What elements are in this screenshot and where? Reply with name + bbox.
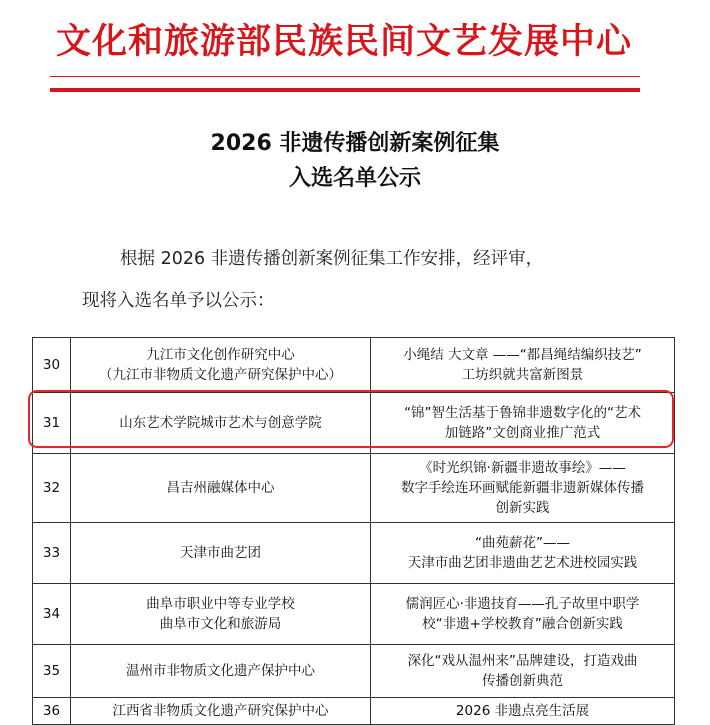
row-number: 33 xyxy=(33,523,71,584)
case-line: 小绳结 大文章 ——“都昌绳结编织技艺” xyxy=(403,347,642,363)
table-row xyxy=(33,523,675,584)
case-cell xyxy=(371,338,675,393)
organization-cell xyxy=(71,393,371,454)
case-cell xyxy=(371,698,675,725)
row-number: 30 xyxy=(33,338,71,393)
case-line: “曲苑薪花”—— xyxy=(475,535,570,551)
case-cell xyxy=(371,393,675,454)
case-cell xyxy=(371,584,675,645)
case-line: 《时光织锦·新疆非遗故事绘》—— xyxy=(419,460,626,476)
case-line: 工坊织就共富新图景 xyxy=(461,367,584,383)
row-number: 35 xyxy=(33,645,71,698)
organization-cell xyxy=(71,698,371,725)
case-line: “锦”智生活基于鲁锦非遗数字化的“艺术 xyxy=(404,405,641,421)
organization-cell xyxy=(71,338,371,393)
row-number: 32 xyxy=(33,454,71,523)
organization-line: 天津市曲艺团 xyxy=(180,545,261,561)
case-line: 加链路”文创商业推广范式 xyxy=(444,425,601,441)
document-title-line1: 2026 非遗传播创新案例征集 xyxy=(210,131,500,156)
case-cell xyxy=(371,523,675,584)
intro-line1: 根据 2026 非遗传播创新案例征集工作安排，经评审， xyxy=(120,249,544,269)
case-line: 儒润匠心·非遗技育——孔子故里中职学 xyxy=(405,596,640,612)
case-line: 数字手绘连环画赋能新疆非遗新媒体传播 xyxy=(401,480,644,496)
intro-paragraph xyxy=(82,238,682,322)
document-title-line2: 入选名单公示 xyxy=(288,166,421,191)
organization-line: 九江市文化创作研究中心 xyxy=(146,347,295,363)
row-number: 31 xyxy=(33,393,71,454)
case-line: 创新实践 xyxy=(495,500,550,516)
table-row xyxy=(33,454,675,523)
letterhead-thick-rule xyxy=(50,88,640,92)
selection-table xyxy=(32,337,675,725)
row-number: 36 xyxy=(33,698,71,725)
organization-line: （九江市非物质文化遗产研究保护中心） xyxy=(99,367,342,383)
organization-cell xyxy=(71,454,371,523)
organization-cell xyxy=(71,523,371,584)
intro-line2: 现将入选名单予以公示： xyxy=(82,291,275,311)
organization-line: 江西省非物质文化遗产研究保护中心 xyxy=(112,703,329,719)
organization-line: 曲阜市文化和旅游局 xyxy=(159,616,282,632)
table-row xyxy=(33,698,675,725)
case-line: 传播创新典范 xyxy=(482,673,563,689)
organization-line: 昌吉州融媒体中心 xyxy=(166,480,275,496)
organization-cell xyxy=(71,584,371,645)
row-number: 34 xyxy=(33,584,71,645)
letterhead-title: 文化和旅游部民族民间文艺发展中心 xyxy=(56,21,633,62)
case-line: 校“非遗+学校教育”融合创新实践 xyxy=(422,616,623,632)
table-row xyxy=(33,645,675,698)
case-line: 天津市曲艺团非遗曲艺艺术进校园实践 xyxy=(407,555,638,571)
case-line: 2026 非遗点亮生活展 xyxy=(455,703,590,719)
table-row xyxy=(33,584,675,645)
table-row xyxy=(33,338,675,393)
table-row xyxy=(33,393,675,454)
case-cell xyxy=(371,454,675,523)
case-cell xyxy=(371,645,675,698)
organization-line: 曲阜市职业中等专业学校 xyxy=(146,596,295,612)
organization-cell xyxy=(71,645,371,698)
letterhead-thin-rule xyxy=(50,76,640,77)
case-line: 深化“戏从温州来”品牌建设，打造戏曲 xyxy=(407,653,638,669)
organization-line: 温州市非物质文化遗产保护中心 xyxy=(126,663,315,679)
organization-line: 山东艺术学院城市艺术与创意学院 xyxy=(119,415,322,431)
